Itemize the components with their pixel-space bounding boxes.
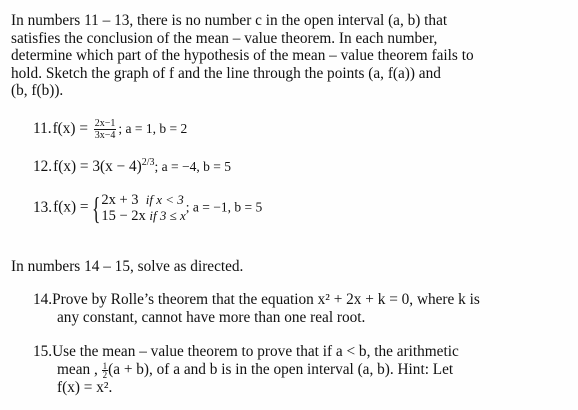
- intro-line: hold. Sketch the graph of f and the line through the points (a, f(a)) and: [11, 64, 441, 82]
- problem-14: [33, 291, 563, 326]
- fraction: [94, 118, 117, 141]
- problem-13: [33, 192, 262, 224]
- piecewise-definition: [92, 192, 185, 224]
- intro-paragraph: [11, 12, 567, 100]
- piecewise-row: 15 − 2x if 3 ≤ x: [101, 208, 186, 224]
- problem-number: 11.: [33, 120, 52, 138]
- intro-line: satisfies the conclusion of the mean – value theorem. In each number,: [11, 29, 438, 47]
- problem-line: 14.Prove by Rolle’s theorem that the equation x² + 2x + k = 0, where k is: [33, 291, 480, 308]
- problem-line: f(x) = x².: [57, 378, 113, 396]
- fraction-numerator: 2x−1: [94, 118, 116, 129]
- interval-endpoints: ; a = 1, b = 2: [118, 121, 188, 137]
- interval-endpoints: ; a = −4, b = 5: [154, 159, 231, 175]
- section-heading: In numbers 14 – 15, solve as directed.: [11, 258, 244, 275]
- exponent: 2/3: [141, 157, 155, 168]
- problem-11: [33, 118, 187, 141]
- problem-number: 13.: [33, 198, 53, 216]
- interval-endpoints: ; a = −1, b = 5: [185, 199, 263, 215]
- problem-15: [33, 343, 563, 396]
- function-lhs: f(x) =: [52, 120, 88, 138]
- problem-number: 12.: [33, 158, 53, 176]
- intro-line: determine which part of the hypothesis of the mean – value theorem fails to: [11, 47, 474, 65]
- fraction-one-half: $\frac{1}{2}$: [102, 360, 108, 380]
- problem-line: any constant, cannot have more than one real root.: [57, 308, 366, 326]
- problem-line: mean , $\frac{1}{2}$ (a + b), of a and b is in the open interval (a, b). Hint: Let: [57, 360, 454, 380]
- problem-line: 15.Use the mean – value theorem to prove that if a < b, the arithmetic: [33, 343, 459, 360]
- fraction-denominator: 3x−4: [94, 130, 116, 141]
- problem-12: [33, 157, 231, 176]
- function-expression: f(x) = 3(x − 4): [53, 158, 142, 176]
- intro-line: In numbers 11 – 13, there is no number c in the open interval (a, b) that: [11, 12, 448, 29]
- intro-line: (b, f(b)).: [11, 82, 64, 100]
- function-lhs: f(x) =: [53, 198, 89, 216]
- piecewise-row: 2x + 3 if x < 3: [101, 192, 184, 208]
- left-brace: {: [92, 190, 101, 226]
